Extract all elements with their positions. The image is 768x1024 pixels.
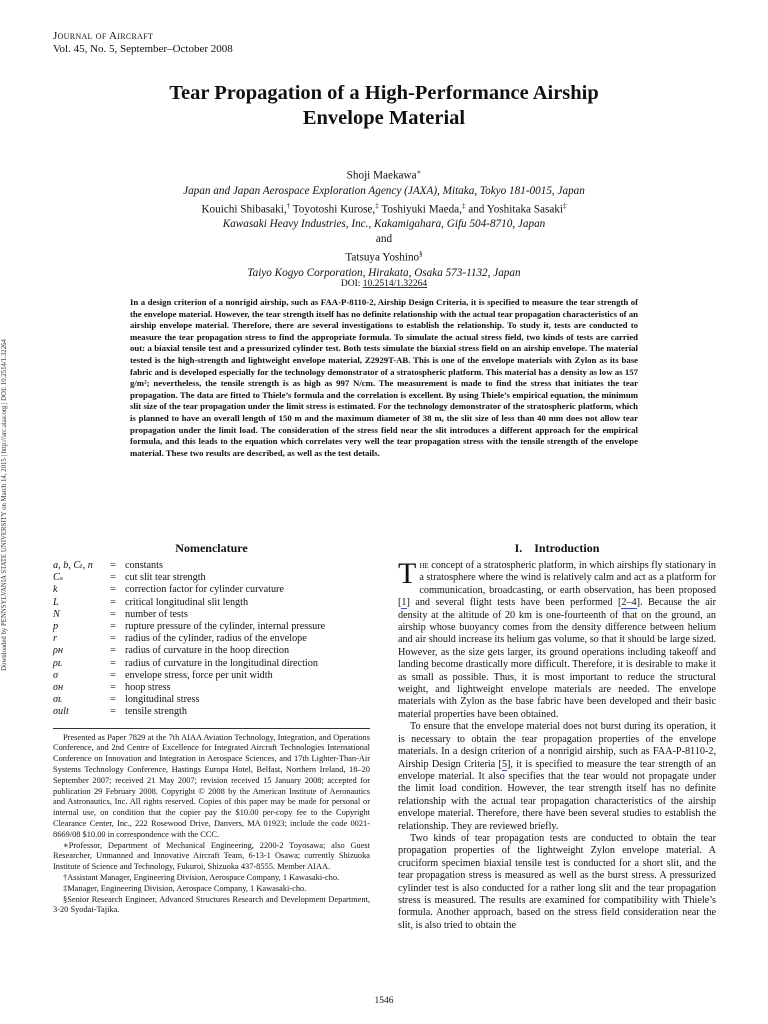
footnotes [53, 728, 370, 917]
nomenclature-row [53, 633, 325, 645]
nomenclature-row [53, 694, 325, 706]
nomenclature-equals: = [110, 694, 116, 706]
footnote-2: †Assistant Manager, Engineering Division, Aerospace Company, 1 Kawasaki-cho. [63, 873, 340, 882]
footnote-link[interactable]: ‡ [563, 201, 567, 210]
nomenclature-equals: = [110, 657, 116, 669]
nomenclature-row [53, 658, 325, 670]
intro-text: ]. Because the air density at the altitude of 20 km is one-fourteenth of that on the ground, an airship whose buoyancy comes from the density difference between helium and air should increase its helium gas volume, so that it should be large sized. However, as the size gets larger, its ground operations including takeoff and landing become drastically more difficult. Therefore, it is desirable to make it as small as possible. Thus, it is most important to reduce the structural weight, and lightweight envelope materials are needed. The envelope materials with Zylon as the base fabric have been developed and their basic material properties have been obtained. [398, 597, 716, 720]
nomenclature-symbol: N [53, 608, 60, 620]
abstract: In a design criterion of a nonrigid airship, such as FAA-P-8110-2, Airship Design Criteria, it is specified to measure the tear strength of the envelope material. However, the tear strength itself has no definite relationship with the actual tear propagation characteristics of an airship envelope material. Therefore, there are several investigations to establish the relationship. To study it, tests are conducted to measure the tear propagation stress to find the appropriate formula. To simulate the actual stress field, two kinds of tests are carried out: a biaxial tensile test and a pressurized cylinder test. Both tests simulate the biaxial stress field on an airship envelope. The material tested is the high-strength and lightweight envelope material, Z2929T-AB. This is one of the envelope materials with Zylon as its base fabric and is developed especially for the technology demonstrator of a stratospheric platform. This material has a density as low as 157 g/m²; nevertheless, the tensile strength is as high as 997 N/cm. The measurement is made to find the stress that initiates the tear propagation. The data are fitted to Thiele’s formula and the correlation is excellent. By using Thiele’s empirical equation, the minimum slit size of the tear propagation under the limit stress is estimated. For the technology demonstrator of the stratospheric platform, which is planned to have an overall length of 150 m and the maximum diameter of 38 m, the slit size of less than 40 mm does not allow tear propagation under the limit load. The consideration of the stress field near the slit introduces a different approach for the empirical formula, and this leads to the equation which correlates very well the tear propagation stress with the tensile strength of the envelope material. These two results are described, as well as the test details. [130, 297, 638, 458]
first-word: he [419, 560, 429, 571]
nomenclature-symbol: k [53, 584, 58, 596]
nomenclature-equals: = [110, 560, 116, 571]
intro-paragraph-2 [398, 721, 716, 833]
nomenclature-symbol: σult [53, 706, 69, 718]
left-column [53, 541, 370, 916]
nomenclature-equals: = [110, 669, 116, 681]
page-number: 1546 [374, 996, 394, 1006]
introduction-heading: I. Introduction [514, 541, 600, 555]
title-line-2: Envelope Material [302, 107, 466, 129]
nomenclature-equals: = [110, 596, 116, 608]
nomenclature-description: radius of curvature in the hoop direction [125, 645, 290, 657]
footnote-link[interactable]: ‡ [461, 201, 466, 210]
author-line-1 [60, 165, 708, 184]
nomenclature-description: constants [125, 560, 163, 571]
nomenclature-description: rupture pressure of the cylinder, internal pressure [125, 621, 326, 633]
footnote-1: ∗Professor, Department of Mechanical Engineering, 2200-2 Toyosawa; also Guest Researcher, Unmanned and Innovative Aircraft Team, 6-13-1 Osawa; currently Shizuoka Institute of Science and Technology, Fukuroi, Shizuoka 437-8555. Member AIAA. [53, 840, 370, 872]
nomenclature-equals: = [110, 706, 116, 718]
nomenclature-symbol: r [53, 633, 57, 645]
intro-paragraph-3: Two kinds of tear propagation tests are conducted to obtain the tear propagation properties of the lightweight Zylon envelope material. A cruciform specimen biaxial tensile test is conducted for a short slit, and the tear propagation stress is measured as well as the burst stress. A pressurized cylinder test is also conducted for a rather long slit and the tear propagation stress is measured. The results are examined for compatibility with Thiele’s formula. Another approach, based on the stress field consideration near the slit, is also tried to obtain the [398, 832, 716, 931]
nomenclature-description: correction factor for cylinder curvature [125, 584, 284, 596]
author-name: and Yoshitaka Sasaki [465, 203, 564, 216]
nomenclature-symbol: ρʜ [53, 645, 64, 657]
nomenclature-equals: = [110, 608, 116, 620]
and-separator: and [375, 233, 393, 246]
citation-link[interactable]: 2–4 [621, 597, 637, 609]
nomenclature-row [53, 560, 325, 572]
footnote-link[interactable]: ‡ [375, 201, 379, 210]
doi-line [60, 279, 708, 289]
doi-link[interactable]: 10.2514/1.32264 [362, 279, 428, 289]
citation-link[interactable]: 5 [501, 758, 508, 770]
nomenclature-heading: Nomenclature [175, 541, 248, 555]
author-name: Toshiyuki Maeda, [378, 203, 462, 216]
author-line-3 [60, 247, 708, 266]
doi-label: DOI: [340, 279, 363, 289]
right-column [398, 541, 716, 932]
nomenclature-symbol: σʜ [53, 682, 64, 694]
intro-text: ] and several flight tests have been performed [ [406, 597, 622, 609]
footnote-link[interactable]: § [419, 250, 423, 259]
nomenclature-equals: = [110, 621, 116, 633]
nomenclature-symbol: ρʟ [53, 657, 62, 669]
nomenclature-symbol: p [53, 621, 59, 633]
nomenclature-description: number of tests [125, 608, 188, 620]
nomenclature-equals: = [110, 645, 116, 657]
nomenclature-row [53, 621, 325, 633]
affiliation-jaxa: Japan and Japan Aerospace Exploration Agency (JAXA), Mitaka, Tokyo 181-0015, Japan [183, 184, 585, 197]
footnote-4: §Senior Research Engineer, Advanced Structures Research and Development Department, 3-20 Syodai-Tajika. [53, 894, 370, 915]
affiliation-kawasaki: Kawasaki Heavy Industries, Inc., Kakamigahara, Gifu 504-8710, Japan [222, 218, 546, 231]
nomenclature-symbol: L [53, 596, 59, 608]
nomenclature-table [53, 560, 325, 719]
nomenclature-description: longitudinal stress [125, 694, 200, 706]
nomenclature-row [53, 609, 325, 621]
nomenclature-row [53, 597, 325, 609]
author-name: Shoji Maekawa [346, 169, 417, 182]
drop-cap: T [398, 557, 417, 590]
footnote-3: ‡Manager, Engineering Division, Aerospace Company, 1 Kawasaki-cho. [63, 883, 307, 893]
nomenclature-row [53, 584, 325, 596]
nomenclature-equals: = [110, 633, 116, 645]
nomenclature-row [53, 706, 325, 718]
paper-title [100, 81, 668, 131]
journal-volume: Vol. 45, No. 5, September–October 2008 [53, 43, 233, 55]
nomenclature-row [53, 572, 325, 584]
footnote-link[interactable]: † [286, 201, 291, 210]
nomenclature-symbol: Cₛ [53, 572, 64, 584]
nomenclature-equals: = [110, 584, 116, 596]
nomenclature-row [53, 645, 325, 657]
nomenclature-symbol: σ [53, 669, 59, 681]
nomenclature-row [53, 670, 325, 682]
footnote-link[interactable]: ∗ [416, 168, 422, 176]
nomenclature-equals: = [110, 682, 116, 694]
footnote-presented: Presented as Paper 7829 at the 7th AIAA Aviation Technology, Integration, and Operations Conference, and 2nd Centre of Excellence for Integrated Aircraft Technologies International Conference on Innovation and Integration in Aerospace Sciences, and 17th Lighter-Than-Air Systems Technology Conference, Hastings Europa Hotel, Belfast, Northern Ireland, 18–20 September 2007; received 21 May 2007; revision received 15 January 2008; accepted for publication 29 February 2008. Copyright © 2008 by the American Institute of Aeronautics and Astronautics, Inc. All rights reserved. Copies of this paper may be made for personal or internal use, on condition that the copier pay the $10.00 per-copy fee to the Copyright Clearance Center, Inc., 222 Rosewood Drive, Danvers, MA 01923; include the code 0021-8669/08 $10.00 in correspondence with the CCC. [53, 732, 370, 839]
affiliation-taiyo: Taiyo Kogyo Corporation, Hirakata, Osaka 573-1132, Japan [247, 267, 521, 280]
nomenclature-description: cut slit tear strength [125, 572, 206, 584]
author-line-2 [60, 199, 708, 218]
citation-link[interactable]: 1 [401, 597, 407, 609]
nomenclature-description: radius of curvature in the longitudinal direction [125, 657, 318, 669]
intro-text: ], it is specified to measure the tear strength of an envelope material. It also specifies that the tear would not propagate under the limit load condition. However, the tear strength itself has no definite relationship with the actual tear propagation characteristics of the airship envelope material. Therefore, there have been several studies to establish the relationship. They are reviewed briefly. [398, 758, 717, 832]
nomenclature-description: radius of the cylinder, radius of the envelope [125, 633, 307, 645]
intro-text: concept of a stratospheric platform, in which airships fly stationary in a stratosphere where the wind is relatively calm and act as a platform for communication, broadcasting, or earth observation, has been proposed [ [398, 560, 716, 609]
nomenclature-row [53, 682, 325, 694]
nomenclature-equals: = [110, 572, 116, 584]
journal-header [53, 30, 233, 56]
nomenclature-description: hoop stress [125, 682, 171, 694]
nomenclature-description: envelope stress, force per unit width [125, 669, 273, 681]
journal-name: Journal of Aircraft [53, 30, 154, 42]
nomenclature-symbol: a, b, Cₜ, n [53, 560, 93, 571]
title-line-1: Tear Propagation of a High-Performance Airship [169, 82, 599, 104]
intro-paragraph-1 [398, 557, 716, 721]
author-name: Toyotoshi Kurose, [290, 203, 376, 216]
nomenclature-description: tensile strength [125, 706, 187, 718]
nomenclature-symbol: σʟ [53, 694, 62, 706]
introduction-body [398, 557, 717, 932]
nomenclature-description: critical longitudinal slit length [125, 596, 249, 608]
intro-text: To ensure that the envelope material does not burst during its operation, it is necessary to obtain the tear propagation properties of the envelope materials. In a design criterion of a nonrigid airship, such as FAA-P-8110-2, Airship Design Criteria [ [398, 721, 716, 770]
download-watermark: Downloaded by PENNSYLVANIA STATE UNIVERSITY on March 14, 2015 | http://arc.aiaa.org | DOI: 10.2514/1.32264 [1, 339, 8, 671]
author-block [60, 165, 708, 281]
author-name: Tatsuya Yoshino [345, 252, 420, 265]
author-name: Kouichi Shibasaki, [201, 203, 287, 216]
